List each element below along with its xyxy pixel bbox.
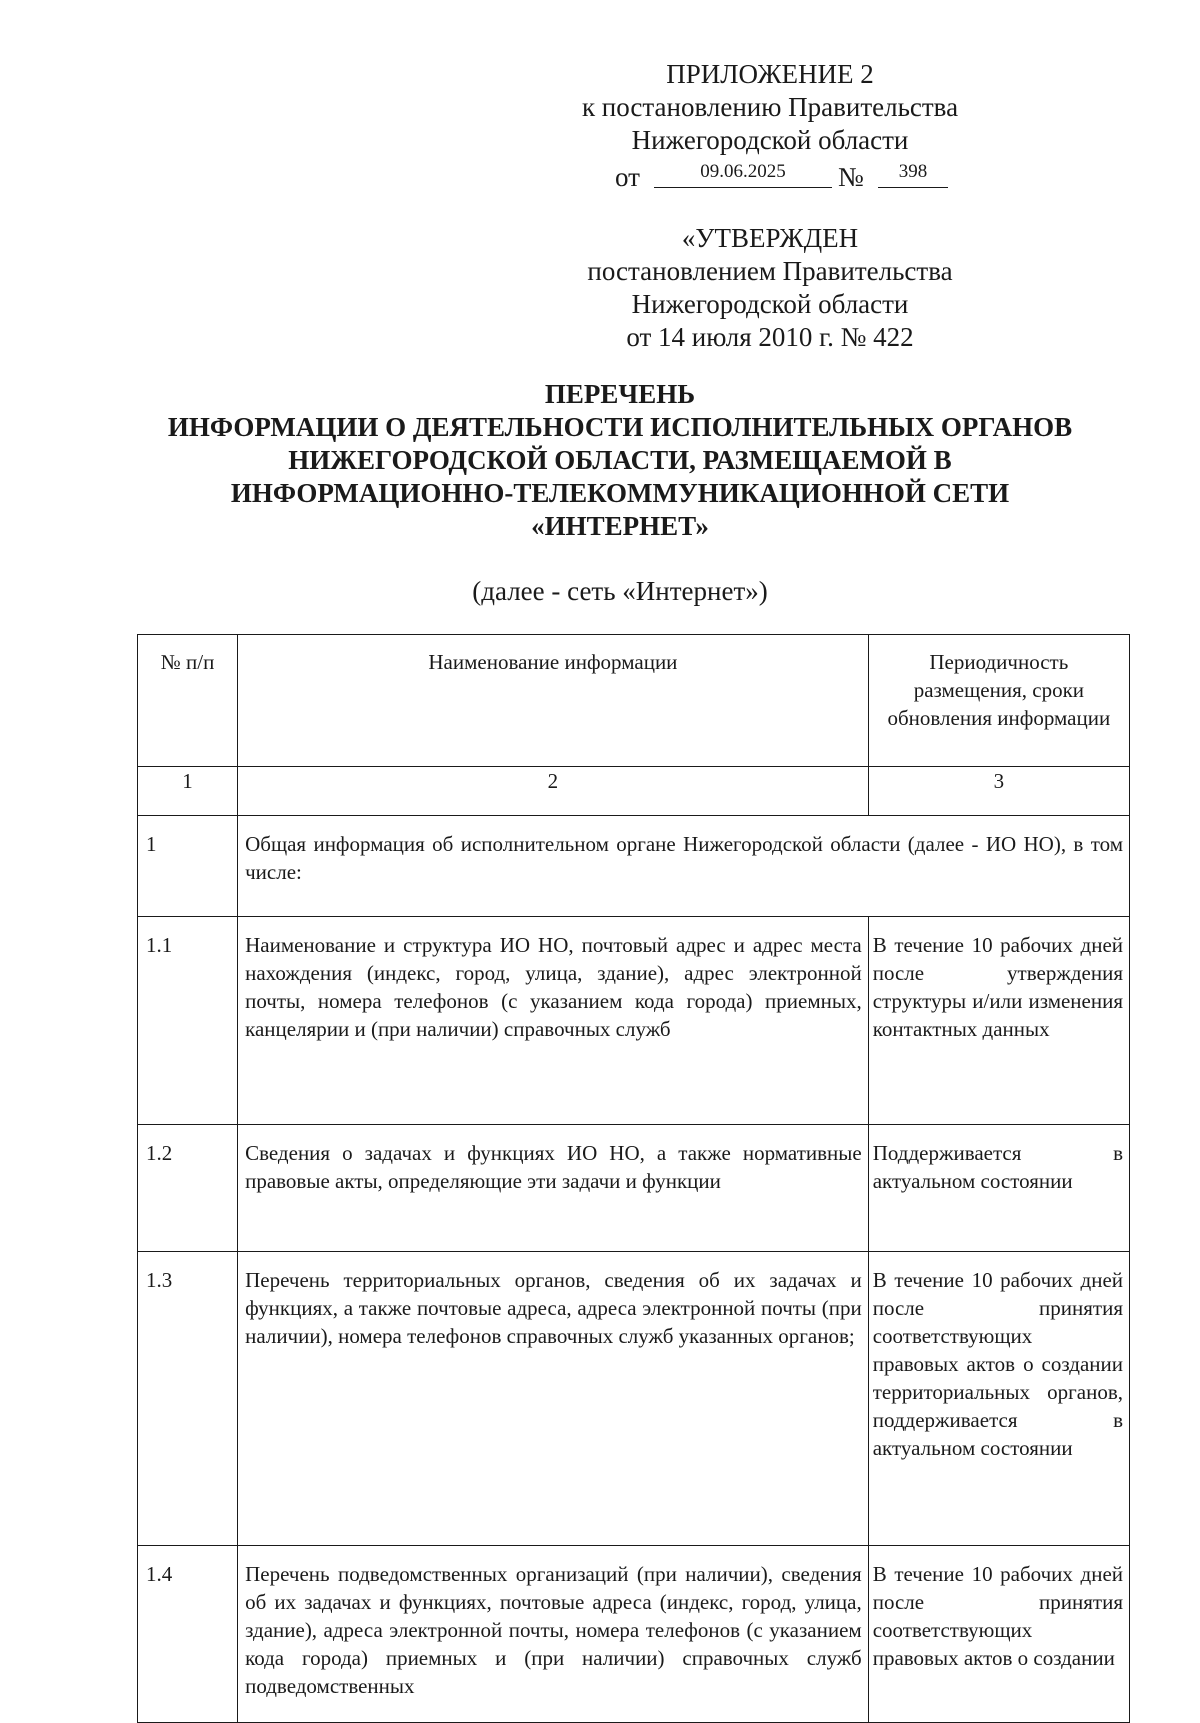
approved-line-1: «УТВЕРЖДЕН bbox=[681, 223, 859, 253]
header-cell-number bbox=[138, 635, 238, 767]
document-subtitle: (далее - сеть «Интернет») bbox=[472, 576, 768, 606]
row-name: Перечень территориальных органов, сведения об их задачах и функциях, а также почтовые адреса, адреса электронной почты (при наличии), номера телефонов справочных служб указанных органов; bbox=[238, 1252, 869, 1546]
header-cell-name bbox=[238, 635, 869, 767]
document-title bbox=[100, 378, 1140, 543]
appendix-block bbox=[560, 58, 980, 197]
row-number: 1 bbox=[138, 816, 238, 917]
column-number-row bbox=[138, 767, 1130, 816]
row-number: 1.1 bbox=[138, 917, 238, 1125]
decree-date: 09.06.2025 bbox=[654, 157, 832, 188]
table-row bbox=[138, 1125, 1130, 1252]
row-period: Поддерживается в актуальном состоянии bbox=[868, 1125, 1129, 1252]
header-cell-period bbox=[868, 635, 1129, 767]
column-number-3: 3 bbox=[868, 767, 1129, 816]
row-number: 1.2 bbox=[138, 1125, 238, 1252]
row-number: 1.4 bbox=[138, 1546, 238, 1723]
appendix-line-1: к постановлению Правительства bbox=[581, 92, 959, 122]
table-header-row bbox=[138, 635, 1130, 767]
title-line-2: ИНФОРМАЦИИ О ДЕЯТЕЛЬНОСТИ ИСПОЛНИТЕЛЬНЫХ ОРГАНОВ bbox=[167, 412, 1073, 442]
table-row bbox=[138, 1546, 1130, 1723]
header-number-text: № п/п bbox=[160, 650, 215, 674]
column-number-1: 1 bbox=[138, 767, 238, 816]
row-name: Перечень подведомственных организаций (при наличии), сведения об их задачах и функциях, почтовые адреса (индекс, город, улица, здание), адреса электронной почты, номера телефонов (с указанием кода города) приемных и (при наличии) справочных служб подведомственных bbox=[238, 1546, 869, 1723]
row-name: Наименование и структура ИО НО, почтовый адрес и адрес места нахождения (индекс, город, улица, здание), адрес электронной почты, номера телефонов (с указанием кода города) приемных, канцелярии и (при наличии) справочных служб bbox=[238, 917, 869, 1125]
header-period-text: Периодичность размещения, сроки обновления информации bbox=[887, 650, 1111, 730]
row-name: Общая информация об исполнительном органе Нижегородской области (далее - ИО НО), в том числе: bbox=[238, 816, 1130, 917]
date-from-label: от bbox=[615, 162, 640, 192]
title-line-4: ИНФОРМАЦИОННО-ТЕЛЕКОММУНИКАЦИОННОЙ СЕТИ bbox=[230, 478, 1010, 508]
appendix-line-2: Нижегородской области bbox=[631, 125, 909, 155]
number-label: № bbox=[838, 162, 864, 192]
title-line-1: ПЕРЕЧЕНЬ bbox=[544, 379, 696, 409]
row-name: Сведения о задачах и функциях ИО НО, а также нормативные правовые акты, определяющие эти задачи и функции bbox=[238, 1125, 869, 1252]
decree-number: 398 bbox=[878, 157, 948, 188]
table-row bbox=[138, 816, 1130, 917]
appendix-title: ПРИЛОЖЕНИЕ 2 bbox=[666, 59, 874, 89]
column-number-2: 2 bbox=[238, 767, 869, 816]
appendix-date-line bbox=[560, 157, 980, 197]
information-table bbox=[137, 634, 1130, 1723]
row-period: В течение 10 рабочих дней после принятия соответствующих правовых актов о создании территориальных органов, поддерживается в актуальном состоянии bbox=[868, 1252, 1129, 1546]
row-number: 1.3 bbox=[138, 1252, 238, 1546]
table-row bbox=[138, 1252, 1130, 1546]
table-row bbox=[138, 917, 1130, 1125]
approved-line-2: постановлением Правительства bbox=[587, 256, 953, 286]
approved-line-4: от 14 июля 2010 г. № 422 bbox=[626, 322, 914, 352]
header-name-text: Наименование информации bbox=[428, 650, 678, 674]
approved-block bbox=[560, 222, 980, 354]
title-line-5: «ИНТЕРНЕТ» bbox=[531, 511, 709, 541]
row-period: В течение 10 рабочих дней после утверждения структуры и/или изменения контактных данных bbox=[868, 917, 1129, 1125]
row-period: В течение 10 рабочих дней после принятия соответствующих правовых актов о создании bbox=[868, 1546, 1129, 1723]
title-line-3: НИЖЕГОРОДСКОЙ ОБЛАСТИ, РАЗМЕЩАЕМОЙ В bbox=[288, 445, 952, 475]
approved-line-3: Нижегородской области bbox=[631, 289, 909, 319]
